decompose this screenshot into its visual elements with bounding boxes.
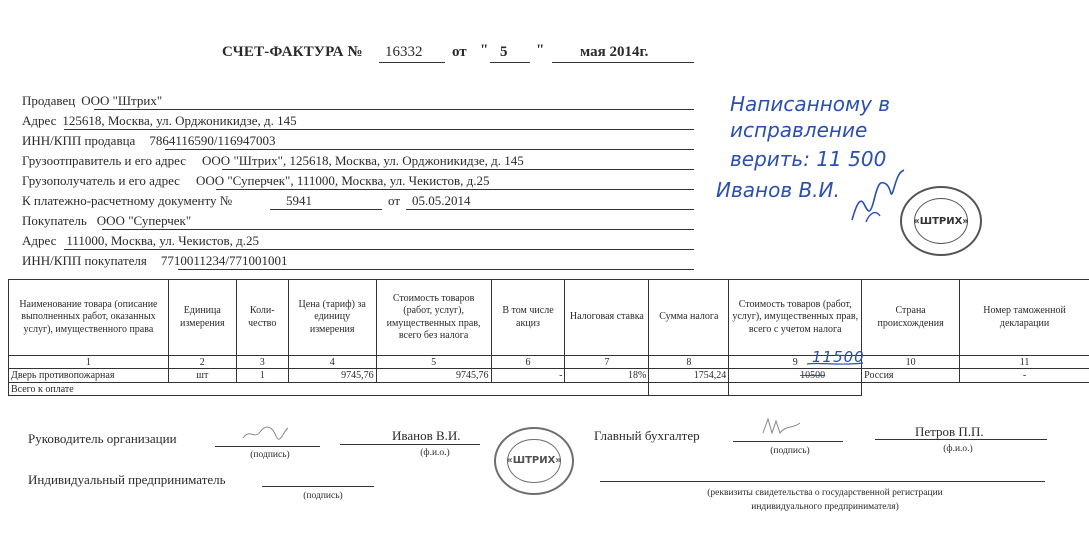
accountant-signature — [760, 415, 804, 437]
col-number: 3 — [236, 356, 288, 369]
payment-doc-number-line — [270, 209, 382, 210]
buyer-address-label: Адрес — [22, 233, 57, 248]
entrepreneur-sign-caption: (подпись) — [303, 491, 343, 501]
entrepreneur-label: Индивидуальный предприниматель — [28, 472, 226, 487]
payment-doc-ot: от — [388, 193, 401, 208]
accountant-name-caption: (ф.и.о.) — [943, 444, 973, 454]
invoice-day: 5 — [500, 44, 508, 60]
invoice-quote-open: " — [480, 42, 489, 58]
head-signature — [240, 422, 290, 444]
address-label: Адрес — [22, 113, 57, 128]
row-country: Россия — [862, 369, 960, 383]
invoice-month-year: мая 2014г. — [580, 44, 649, 60]
handwritten-line-1: Написанному в — [730, 92, 891, 116]
consignee-value: ООО "Суперчек", 111000, Москва, ул. Чекистов, д.25 — [195, 173, 490, 188]
stamp-bottom — [494, 427, 574, 495]
buyer-address-field — [22, 233, 259, 249]
invoice-title: СЧЕТ-ФАКТУРА № — [222, 44, 363, 60]
stamp-top-text: «ШТРИХ» — [914, 198, 969, 244]
address-value: 125618, Москва, ул. Орджоникидзе, д. 145 — [62, 113, 297, 128]
col-number-9: 9 — [792, 356, 798, 368]
buyer-address-value: 111000, Москва, ул. Чекистов, д.25 — [66, 233, 259, 248]
accountant-name: Петров П.П. — [915, 424, 984, 439]
buyer-label: Покупатель — [22, 213, 87, 228]
shipper-label: Грузоотправитель и его адрес — [22, 153, 187, 168]
accountant-sign-caption: (подпись) — [770, 446, 810, 456]
invoice-number-underline — [379, 62, 445, 63]
stamp-bottom-text: «ШТРИХ» — [507, 439, 560, 484]
address-line — [64, 129, 694, 130]
buyer-value: ООО "Суперчек" — [96, 213, 192, 228]
header-total: Стоимость товаров (работ, услуг), имущественных прав, всего с учетом налога — [729, 280, 862, 356]
total-empty — [862, 383, 1089, 396]
invoice-number: 16332 — [385, 44, 423, 60]
handwritten-line-2: исправление — [730, 118, 868, 142]
header-name: Наименование товара (описание выполненных работ, оказанных услуг), имущественного права — [9, 280, 169, 356]
table-header-row — [9, 280, 1089, 356]
seller-label: Продавец — [22, 93, 76, 108]
header-excise: В том числе акциз — [491, 280, 565, 356]
col-number: 8 — [649, 356, 729, 369]
buyer-address-line — [64, 249, 694, 250]
payment-doc-number: 5941 — [286, 193, 312, 208]
total-tax-cell — [649, 383, 729, 396]
entrepreneur-sign-line — [262, 486, 374, 487]
row-cost-wo-tax: 9745,76 — [376, 369, 491, 383]
row-rate: 18% — [565, 369, 649, 383]
seller-line — [94, 109, 694, 110]
invoice-date-ot: от — [452, 44, 467, 60]
row-price: 9745,76 — [288, 369, 376, 383]
correction-underline — [805, 361, 865, 367]
col-number: 6 — [491, 356, 565, 369]
col-number: 11 — [960, 356, 1089, 369]
payment-doc-date: 05.05.2014 — [412, 193, 471, 208]
payment-doc-date-line — [406, 209, 694, 210]
table-row — [9, 369, 1089, 383]
buyer-inn-line — [178, 269, 694, 270]
row-excise: - — [491, 369, 565, 383]
row-total — [729, 369, 862, 383]
buyer-field — [22, 213, 191, 229]
col-number: 2 — [168, 356, 236, 369]
head-name-line — [340, 444, 480, 445]
head-sign-caption: (подпись) — [250, 450, 290, 460]
handwritten-signature — [846, 166, 906, 228]
accountant-name-line — [875, 439, 1047, 440]
invoice-month-underline — [552, 62, 694, 63]
registration-line — [600, 481, 1045, 482]
row-qty: 1 — [236, 369, 288, 383]
seller-inn-line — [165, 149, 694, 150]
seller-inn-label: ИНН/КПП продавца — [22, 133, 136, 148]
head-sign-line — [215, 446, 320, 447]
header-rate: Налоговая ставка — [565, 280, 649, 356]
payment-doc-label: К платежно-расчетному документу № — [22, 193, 233, 208]
shipper-line — [222, 169, 694, 170]
table-total-row — [9, 383, 1089, 396]
invoice-day-underline — [490, 62, 530, 63]
row-total-struck: 10500 — [800, 369, 826, 381]
head-name-caption: (ф.и.о.) — [420, 448, 450, 458]
total-label: Всего к оплате — [9, 383, 649, 396]
header-qty: Коли-чество — [236, 280, 288, 356]
registration-caption-2: индивидуального предпринимателя) — [751, 502, 899, 512]
buyer-inn-field — [22, 253, 288, 269]
header-cost-wo-tax: Стоимость товаров (работ, услуг), имущественных прав, всего без налога — [376, 280, 491, 356]
col-number: 1 — [9, 356, 169, 369]
row-tax: 1754,24 — [649, 369, 729, 383]
consignee-line — [216, 189, 694, 190]
invoice-quote-close: " — [536, 42, 545, 58]
seller-inn-field — [22, 133, 275, 149]
header-tax: Сумма налога — [649, 280, 729, 356]
row-declaration: - — [960, 369, 1089, 383]
buyer-line — [102, 229, 694, 230]
row-name: Дверь противопожарная — [9, 369, 169, 383]
table-col-numbers-row — [9, 356, 1089, 369]
stamp-top — [900, 186, 982, 256]
header-unit: Единица измерения — [168, 280, 236, 356]
address-field — [22, 113, 297, 129]
total-sum-cell — [729, 383, 862, 396]
col-number: 10 — [862, 356, 960, 369]
buyer-inn-label: ИНН/КПП покупателя — [22, 253, 147, 268]
header-country: Страна происхождения — [862, 280, 960, 356]
consignee-label: Грузополучатель и его адрес — [22, 173, 180, 188]
shipper-field — [22, 153, 524, 169]
accountant-sign-line — [733, 441, 843, 442]
seller-field — [22, 93, 162, 109]
accountant-label: Главный бухгалтер — [594, 428, 700, 443]
header-price: Цена (тариф) за единицу измерения — [288, 280, 376, 356]
consignee-field — [22, 173, 489, 189]
col-number: 5 — [376, 356, 491, 369]
header-declaration: Номер таможенной декларации — [960, 280, 1089, 356]
col-number: 7 — [565, 356, 649, 369]
col-number: 4 — [288, 356, 376, 369]
row-unit: шт — [168, 369, 236, 383]
head-name: Иванов В.И. — [392, 428, 461, 443]
invoice-table — [8, 279, 1089, 396]
handwritten-line-3: верить: 11 500 — [730, 147, 887, 171]
payment-doc-field — [22, 193, 232, 209]
head-label: Руководитель организации — [28, 431, 177, 446]
handwritten-correction: 11500 — [812, 348, 865, 366]
seller-value: ООО "Штрих" — [81, 93, 163, 108]
handwritten-line-4: Иванов В.И. — [716, 178, 840, 202]
shipper-value: ООО "Штрих", 125618, Москва, ул. Орджоникидзе, д. 145 — [202, 153, 524, 168]
seller-inn-value: 7864116590/116947003 — [149, 133, 276, 148]
registration-caption-1: (реквизиты свидетельства о государственной регистрации — [707, 488, 943, 498]
buyer-inn-value: 7710011234/771001001 — [160, 253, 288, 268]
